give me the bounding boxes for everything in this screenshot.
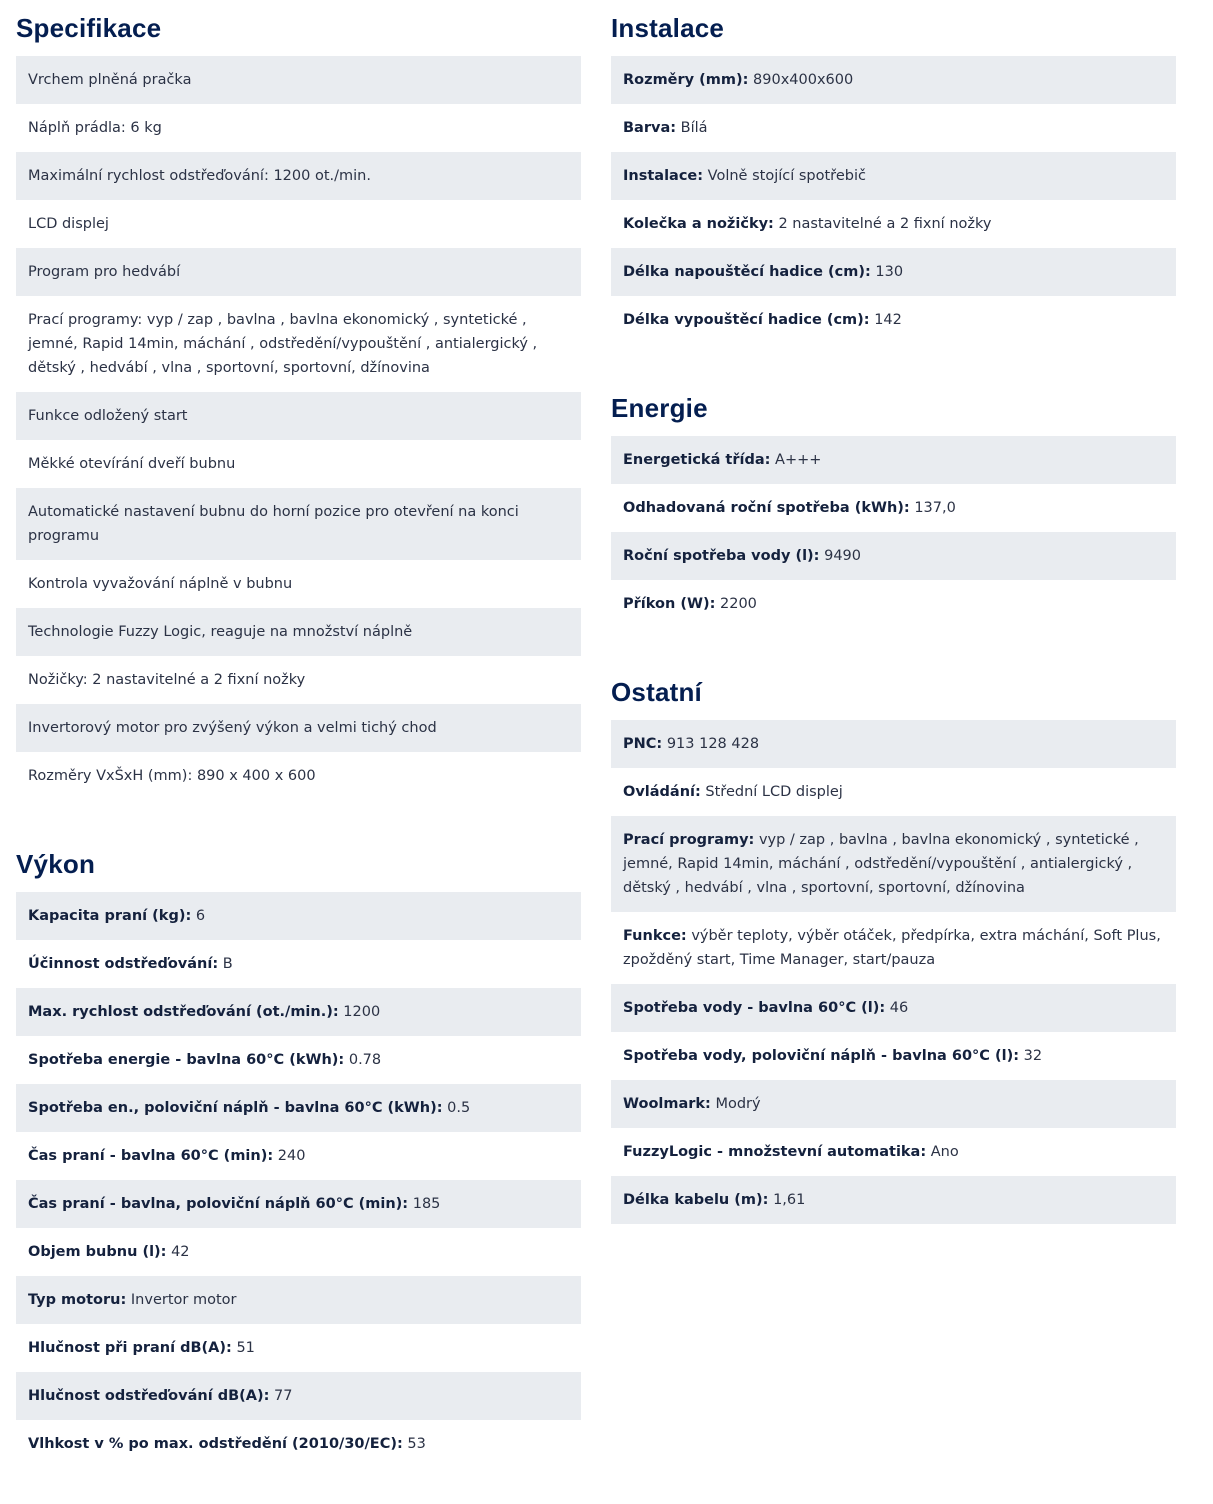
spec-value: Prací programy: vyp / zap , bavlna , bavlna ekonomický , syntetické , jemné, Rapid 14min, máchání , odstředění/vypouštění , antialergický , dětský , hedvábí , vlna , sportovní, sportovní, džínovina — [28, 312, 538, 376]
spec-row — [611, 484, 1176, 532]
spec-value: Funkce odložený start — [28, 408, 188, 424]
spec-value: 130 — [875, 264, 904, 280]
spec-row — [16, 1420, 581, 1468]
spec-row — [611, 580, 1176, 628]
spec-label: Rozměry (mm): — [623, 72, 749, 88]
spec-value: Nožičky: 2 nastavitelné a 2 fixní nožky — [28, 672, 306, 688]
spec-label: Typ motoru: — [28, 1292, 127, 1308]
spec-row — [611, 1032, 1176, 1080]
spec-value: vyp / zap , bavlna , bavlna ekonomický , syntetické , jemné, Rapid 14min, máchání , odstředění/vypouštění , antialergický , dětský , hedvábí , vlna , sportovní, sportovní, džínovina — [623, 832, 1139, 896]
spec-value: 2 nastavitelné a 2 fixní nožky — [778, 216, 992, 232]
spec-label: Odhadovaná roční spotřeba (kWh): — [623, 500, 910, 516]
spec-list — [611, 720, 1176, 1224]
spec-value: 32 — [1023, 1048, 1043, 1064]
spec-row — [611, 200, 1176, 248]
spec-value: 0.78 — [348, 1052, 382, 1068]
spec-value: 6 — [195, 908, 206, 924]
spec-value: Invertorový motor pro zvýšený výkon a velmi tichý chod — [28, 720, 437, 736]
spec-row — [611, 104, 1176, 152]
spec-row — [16, 608, 581, 656]
spec-label: Kolečka a nožičky: — [623, 216, 774, 232]
spec-label: Ovládání: — [623, 784, 701, 800]
spec-list — [611, 56, 1176, 344]
spec-label: Spotřeba energie - bavlna 60°C (kWh): — [28, 1052, 345, 1068]
spec-value: výběr teploty, výběr otáček, předpírka, extra máchání, Soft Plus, zpožděný start, Time Manager, start/pauza — [623, 928, 1161, 968]
spec-value: 240 — [277, 1148, 306, 1164]
spec-row — [611, 296, 1176, 344]
spec-row — [16, 152, 581, 200]
spec-label: Účinnost odstřeďování: — [28, 956, 219, 972]
section-instalace — [611, 0, 1176, 344]
spec-row — [16, 296, 581, 392]
spec-row — [611, 56, 1176, 104]
spec-value: 46 — [889, 1000, 909, 1016]
spec-label: Spotřeba en., poloviční náplň - bavlna 60°C (kWh): — [28, 1100, 443, 1116]
spec-row — [611, 152, 1176, 200]
spec-row — [16, 1132, 581, 1180]
spec-value: Náplň prádla: 6 kg — [28, 120, 162, 136]
spec-row — [16, 1180, 581, 1228]
spec-value: Automatické nastavení bubnu do horní pozice pro otevření na konci programu — [28, 504, 519, 544]
spec-label: Roční spotřeba vody (l): — [623, 548, 820, 564]
spec-row — [16, 656, 581, 704]
spec-row — [16, 56, 581, 104]
section-energie — [611, 380, 1176, 628]
spec-value: 890x400x600 — [753, 72, 854, 88]
section-title: Výkon — [16, 849, 96, 879]
spec-row — [611, 816, 1176, 912]
spec-row — [16, 1276, 581, 1324]
spec-value: Kontrola vyvažování náplně v bubnu — [28, 576, 293, 592]
spec-value: 53 — [407, 1436, 426, 1452]
section-title: Specifikace — [16, 13, 162, 43]
spec-value: 137,0 — [914, 500, 956, 516]
spec-row — [16, 752, 581, 800]
spec-label: Prací programy: — [623, 832, 755, 848]
spec-value: 1,61 — [773, 1192, 806, 1208]
spec-value: Maximální rychlost odstřeďování: 1200 ot./min. — [28, 168, 371, 184]
spec-value: A+++ — [775, 452, 822, 468]
spec-row — [611, 720, 1176, 768]
spec-list — [16, 892, 581, 1468]
spec-label: Čas praní - bavlna 60°C (min): — [28, 1148, 274, 1164]
spec-value: Ano — [930, 1144, 959, 1160]
spec-value: 42 — [171, 1244, 190, 1260]
section-specifikace — [16, 0, 581, 800]
spec-row — [16, 104, 581, 152]
section-vykon — [16, 836, 581, 1468]
spec-value: 9490 — [824, 548, 861, 564]
spec-label: Objem bubnu (l): — [28, 1244, 167, 1260]
spec-value: LCD displej — [28, 216, 109, 232]
section-title: Energie — [611, 393, 708, 423]
spec-value: 2200 — [720, 596, 757, 612]
spec-label: Funkce: — [623, 928, 687, 944]
spec-row — [611, 768, 1176, 816]
spec-label: Instalace: — [623, 168, 704, 184]
section-ostatni — [611, 664, 1176, 1224]
spec-label: Hlučnost při praní dB(A): — [28, 1340, 232, 1356]
spec-value: 142 — [874, 312, 902, 328]
spec-label: Hlučnost odstřeďování dB(A): — [28, 1388, 270, 1404]
spec-row — [16, 1324, 581, 1372]
spec-value: 913 128 428 — [666, 736, 760, 752]
spec-row — [611, 436, 1176, 484]
spec-label: Barva: — [623, 120, 677, 136]
spec-label: Příkon (W): — [623, 596, 716, 612]
spec-row — [16, 1372, 581, 1420]
spec-value: Invertor motor — [130, 1292, 237, 1308]
spec-row — [611, 912, 1176, 984]
spec-label: Čas praní - bavlna, poloviční náplň 60°C (min): — [28, 1196, 409, 1212]
left-column — [16, 0, 581, 1504]
spec-row — [16, 392, 581, 440]
spec-label: Kapacita praní (kg): — [28, 908, 192, 924]
spec-label: Spotřeba vody - bavlna 60°C (l): — [623, 1000, 886, 1016]
spec-row — [16, 988, 581, 1036]
spec-row — [611, 532, 1176, 580]
spec-value: B — [222, 956, 233, 972]
spec-row — [16, 248, 581, 296]
spec-row — [611, 1080, 1176, 1128]
spec-value: Rozměry VxŠxH (mm): 890 x 400 x 600 — [28, 768, 316, 784]
spec-row — [16, 892, 581, 940]
spec-value: Modrý — [715, 1096, 761, 1112]
spec-row — [16, 440, 581, 488]
spec-value: 0.5 — [447, 1100, 471, 1116]
spec-row — [16, 704, 581, 752]
right-column — [611, 0, 1176, 1260]
spec-row — [16, 940, 581, 988]
spec-label: Délka vypouštěcí hadice (cm): — [623, 312, 870, 328]
spec-label: Vlhkost v % po max. odstředění (2010/30/EC): — [28, 1436, 403, 1452]
spec-label: Délka napouštěcí hadice (cm): — [623, 264, 871, 280]
spec-label: FuzzyLogic - množstevní automatika: — [623, 1144, 927, 1160]
spec-value: 1200 — [343, 1004, 381, 1020]
spec-row — [16, 1228, 581, 1276]
spec-row — [16, 1084, 581, 1132]
spec-label: Max. rychlost odstřeďování (ot./min.): — [28, 1004, 339, 1020]
spec-list — [611, 436, 1176, 628]
spec-value: Bílá — [680, 120, 708, 136]
spec-label: PNC: — [623, 736, 663, 752]
spec-label: Woolmark: — [623, 1096, 711, 1112]
spec-list — [16, 56, 581, 800]
spec-label: Délka kabelu (m): — [623, 1192, 769, 1208]
section-title: Ostatní — [611, 677, 702, 707]
spec-label: Energetická třída: — [623, 452, 771, 468]
spec-row — [16, 488, 581, 560]
spec-value: Měkké otevírání dveří bubnu — [28, 456, 236, 472]
spec-value: Program pro hedvábí — [28, 264, 181, 280]
spec-value: 51 — [236, 1340, 255, 1356]
spec-value: Volně stojící spotřebič — [707, 168, 866, 184]
spec-row — [16, 560, 581, 608]
spec-row — [611, 1128, 1176, 1176]
spec-row — [16, 1036, 581, 1084]
spec-row — [611, 1176, 1176, 1224]
spec-value: 77 — [274, 1388, 293, 1404]
spec-value: Technologie Fuzzy Logic, reaguje na množství náplně — [28, 624, 413, 640]
spec-row — [611, 248, 1176, 296]
spec-value: Střední LCD displej — [705, 784, 843, 800]
spec-row — [611, 984, 1176, 1032]
spec-value: 185 — [412, 1196, 441, 1212]
section-title: Instalace — [611, 13, 725, 43]
spec-value: Vrchem plněná pračka — [28, 72, 192, 88]
spec-label: Spotřeba vody, poloviční náplň - bavlna 60°C (l): — [623, 1048, 1019, 1064]
spec-row — [16, 200, 581, 248]
